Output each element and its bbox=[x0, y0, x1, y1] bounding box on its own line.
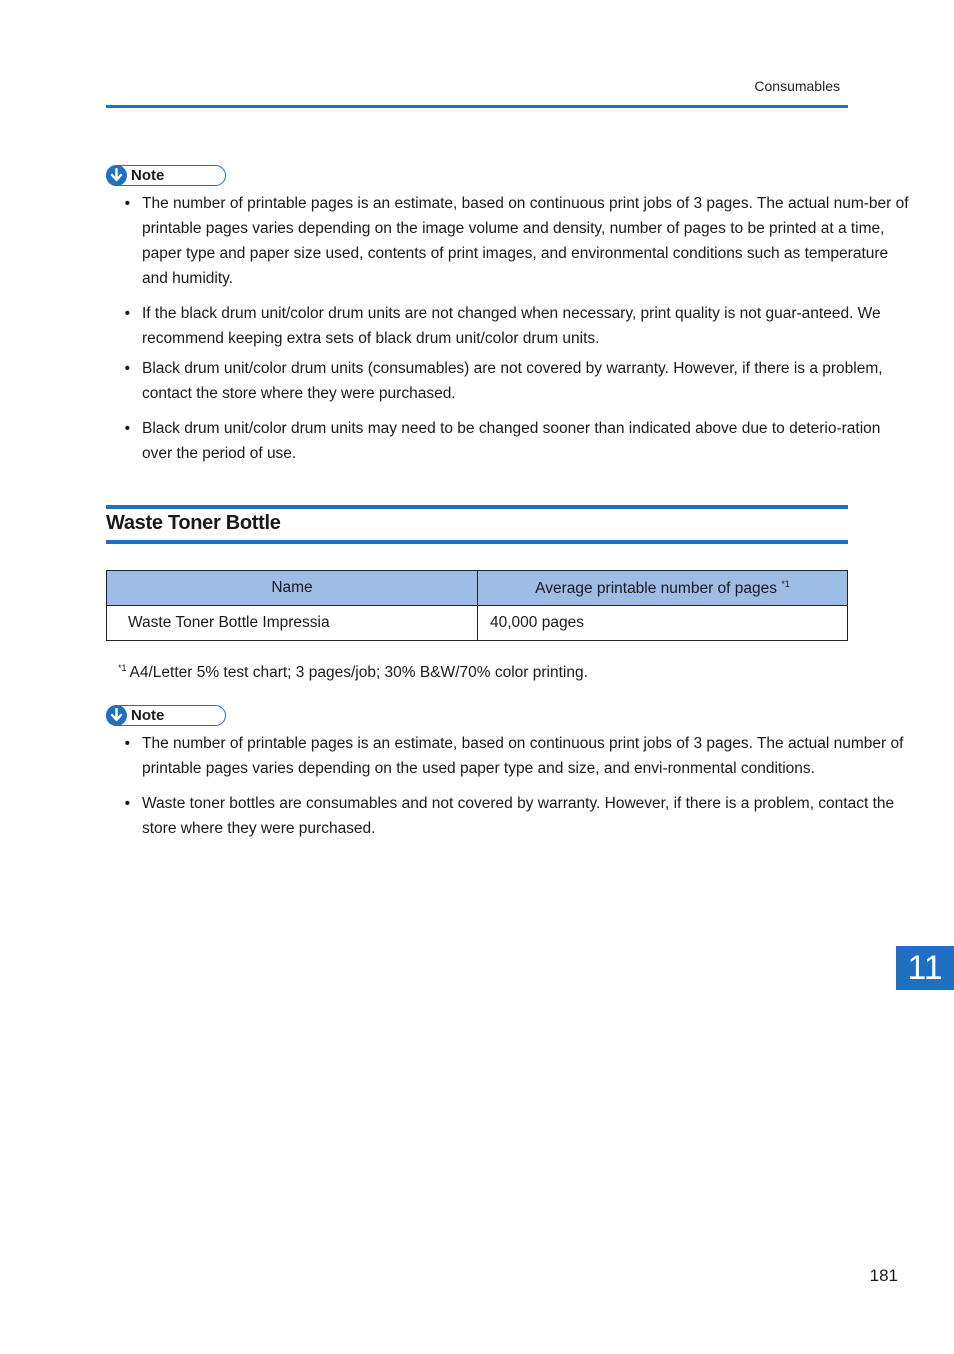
column-header-pages: Average printable number of pages $^{*1}$ bbox=[478, 571, 848, 606]
note-label: Note bbox=[131, 167, 165, 184]
spec-table bbox=[106, 570, 848, 641]
note-badge bbox=[106, 705, 226, 726]
table-header-row bbox=[107, 571, 848, 606]
section-rule-top bbox=[106, 505, 848, 509]
page-number: 181 bbox=[869, 1266, 898, 1285]
chapter-tab: 11 bbox=[896, 946, 954, 990]
table-cell: 40,000 pages bbox=[478, 606, 848, 641]
down-arrow-icon bbox=[106, 705, 127, 726]
section-title: Waste Toner Bottle bbox=[106, 512, 281, 534]
footnote-mark: *1 bbox=[118, 663, 127, 673]
section-rule-bottom bbox=[106, 540, 848, 544]
table-cell: Waste Toner Bottle Impressia bbox=[107, 606, 478, 641]
list-item: • The number of printable pages is an estimate, based on continuous print jobs of 3 pages. The actual number of printable pages varies depending on the used paper type and size, and envi-ronmental conditions. bbox=[124, 735, 904, 777]
note-list bbox=[118, 191, 914, 466]
note-list bbox=[118, 731, 914, 841]
down-arrow-icon bbox=[106, 165, 127, 186]
list-item: • Waste toner bottles are consumables and not covered by warranty. However, if there is a problem, contact the store where they were purchased. bbox=[124, 795, 895, 837]
list-item: • Black drum unit/color drum units (consumables) are not covered by warranty. However, if there is a problem, contact the store where they were purchased. bbox=[124, 360, 883, 402]
running-header: Consumables bbox=[754, 78, 840, 94]
column-header-name: Name bbox=[107, 571, 478, 606]
footnote bbox=[118, 663, 588, 682]
footnote-text: A4/Letter 5% test chart; 3 pages/job; 30% B&W/70% color printing. bbox=[129, 664, 588, 681]
note-badge bbox=[106, 165, 226, 186]
list-item: • If the black drum unit/color drum units are not changed when necessary, print quality is not guar-anteed. We recommend keeping extra sets of black drum unit/color drum units. bbox=[124, 305, 881, 347]
table-row bbox=[107, 606, 848, 641]
header-rule bbox=[106, 105, 848, 108]
footnote-ref: *1 bbox=[781, 578, 790, 589]
list-item: • The number of printable pages is an estimate, based on continuous print jobs of 3 pages. The actual num-ber of printable pages varies depending on the image volume and density, number of pages to be printed at a time, paper type and paper size used, contents of print images, and environmental conditions such as temperature and humidity. bbox=[124, 195, 909, 287]
list-item: • Black drum unit/color drum units may need to be changed sooner than indicated above due to deterio-ration over the period of use. bbox=[124, 420, 881, 462]
note-label: Note bbox=[131, 707, 165, 724]
